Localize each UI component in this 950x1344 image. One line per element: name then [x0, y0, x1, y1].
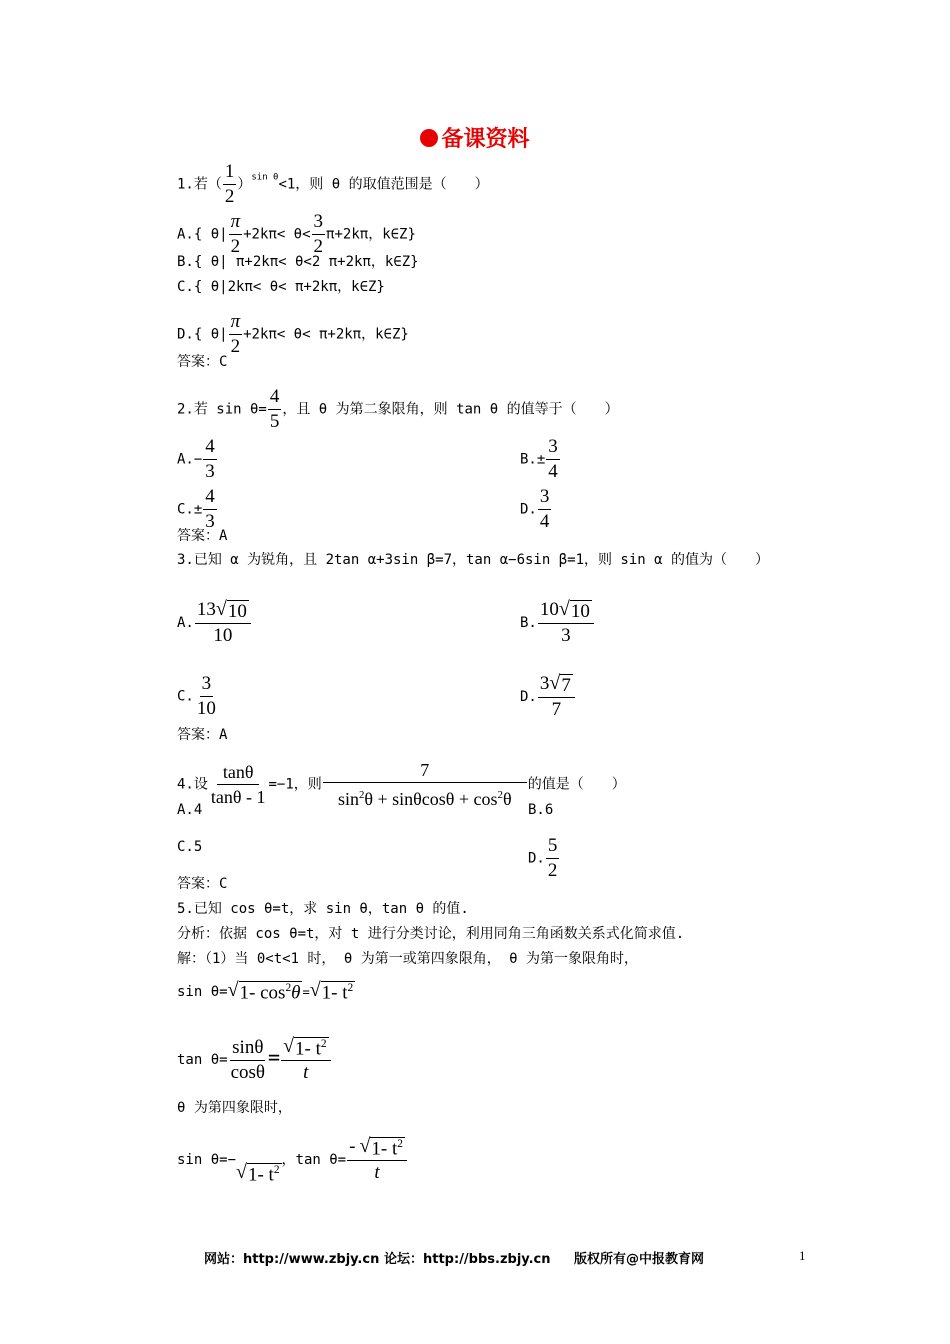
page-number: 1	[799, 1248, 806, 1263]
footer-website: 网站：http://www.zbjy.cn	[204, 1252, 380, 1267]
q2-option-a: A.− $\frac{4}{3}$	[177, 436, 215, 482]
q4-option-c: C.5	[177, 839, 203, 855]
q4-option-b: B.6	[528, 802, 554, 818]
q2-option-d: D. $\frac{3}{4}$	[520, 486, 550, 532]
footer-copyright: 版权所有@中报教育网	[574, 1252, 705, 1267]
q3-option-c: C. $\frac{3}{10}$	[177, 673, 216, 719]
q1-option-b: B.{ θ| π+2kπ< θ<2 π+2kπ，k∈Z}	[177, 254, 419, 270]
q1-option-c: C.{ θ|2kπ< θ< π+2kπ，k∈Z}	[177, 279, 385, 295]
q3-option-d: D. 3 √ 7 7	[520, 672, 576, 722]
q4-option-d: D. $\frac{5}{2}$	[528, 835, 558, 881]
q3-option-b: B. 10 √ 10 3	[520, 598, 595, 648]
q2-option-c: C.± $\frac{4}{3}$	[177, 486, 215, 532]
footer-forum: 论坛：http://bbs.zbjy.cn	[384, 1252, 551, 1267]
q5-fourth-quadrant-values: sin θ=− √ 1- $t^2$ ，tan θ= - √ 1- $t^2$ t	[177, 1135, 408, 1186]
q1-option-d: D.{ θ| $\frac{\pi}{2}$ +2kπ< θ< π+2kπ，k∈Z}	[177, 311, 409, 357]
q5-stem: 5.已知 cos θ=t，求 sin θ，tan θ 的值.	[177, 901, 469, 917]
q1-answer: 答案：C	[177, 354, 228, 370]
q2-option-b: B.± $\frac{3}{4}$	[520, 436, 558, 482]
q5-sin-first-quadrant: sin θ= √ 1- $\cos^2\theta$ = √ 1- $t^2$	[177, 979, 354, 1004]
page-title	[0, 122, 950, 153]
q2-answer: 答案：A	[177, 528, 228, 544]
q1-fraction: $\frac{1}{2}$	[224, 161, 235, 207]
q4-stem: 4.设 $\frac{\tan\theta}{\tan\theta - 1}$ =−1，则 $\frac{7}{\sin^2\theta + \sin\theta\cos\theta + \cos^2\theta}$ 的值是（ ）	[177, 760, 626, 809]
q5-tan-first-quadrant: tan θ= $\frac{\sin\theta}{\cos\theta}$ = √ 1- $t^2$ t	[177, 1035, 332, 1085]
q5-fourth-quadrant: θ 为第四象限时，	[177, 1100, 292, 1116]
q2-stem: 2.若 sin θ= $\frac{4}{5}$ ，且 θ 为第二象限角，则 tan θ 的值等于（ ）	[177, 386, 619, 432]
q3-stem: 3.已知 α 为锐角，且 2tan α+3sin β=7，tan α−6sin β=1，则 sin α 的值为（ ）	[177, 552, 770, 568]
q1-option-a: A.{ θ| $\frac{\pi}{2}$ +2kπ< θ< $\frac{3}{2}$ π+2kπ，k∈Z}	[177, 211, 416, 257]
q5-analysis: 分析：依据 cos θ=t，对 t 进行分类讨论，利用同角三角函数关系式化简求值.	[177, 926, 685, 942]
q3-answer: 答案：A	[177, 727, 228, 743]
q5-solution-intro: 解：（1）当 0<t<1 时， θ 为第一或第四象限角， θ 为第一象限角时，	[177, 951, 639, 967]
q1-stem: 1.若（ $\frac{1}{2}$ ）$^{sin \theta}$<1，则 θ 的取值范围是（ ）	[177, 161, 489, 207]
q4-option-a: A.4	[177, 802, 203, 818]
q3-option-a: A. 13 √ 10 10	[177, 598, 252, 648]
bullet-dot-icon	[420, 129, 438, 147]
page-title-text: 备课资料	[441, 127, 530, 152]
q4-answer: 答案：C	[177, 876, 228, 892]
